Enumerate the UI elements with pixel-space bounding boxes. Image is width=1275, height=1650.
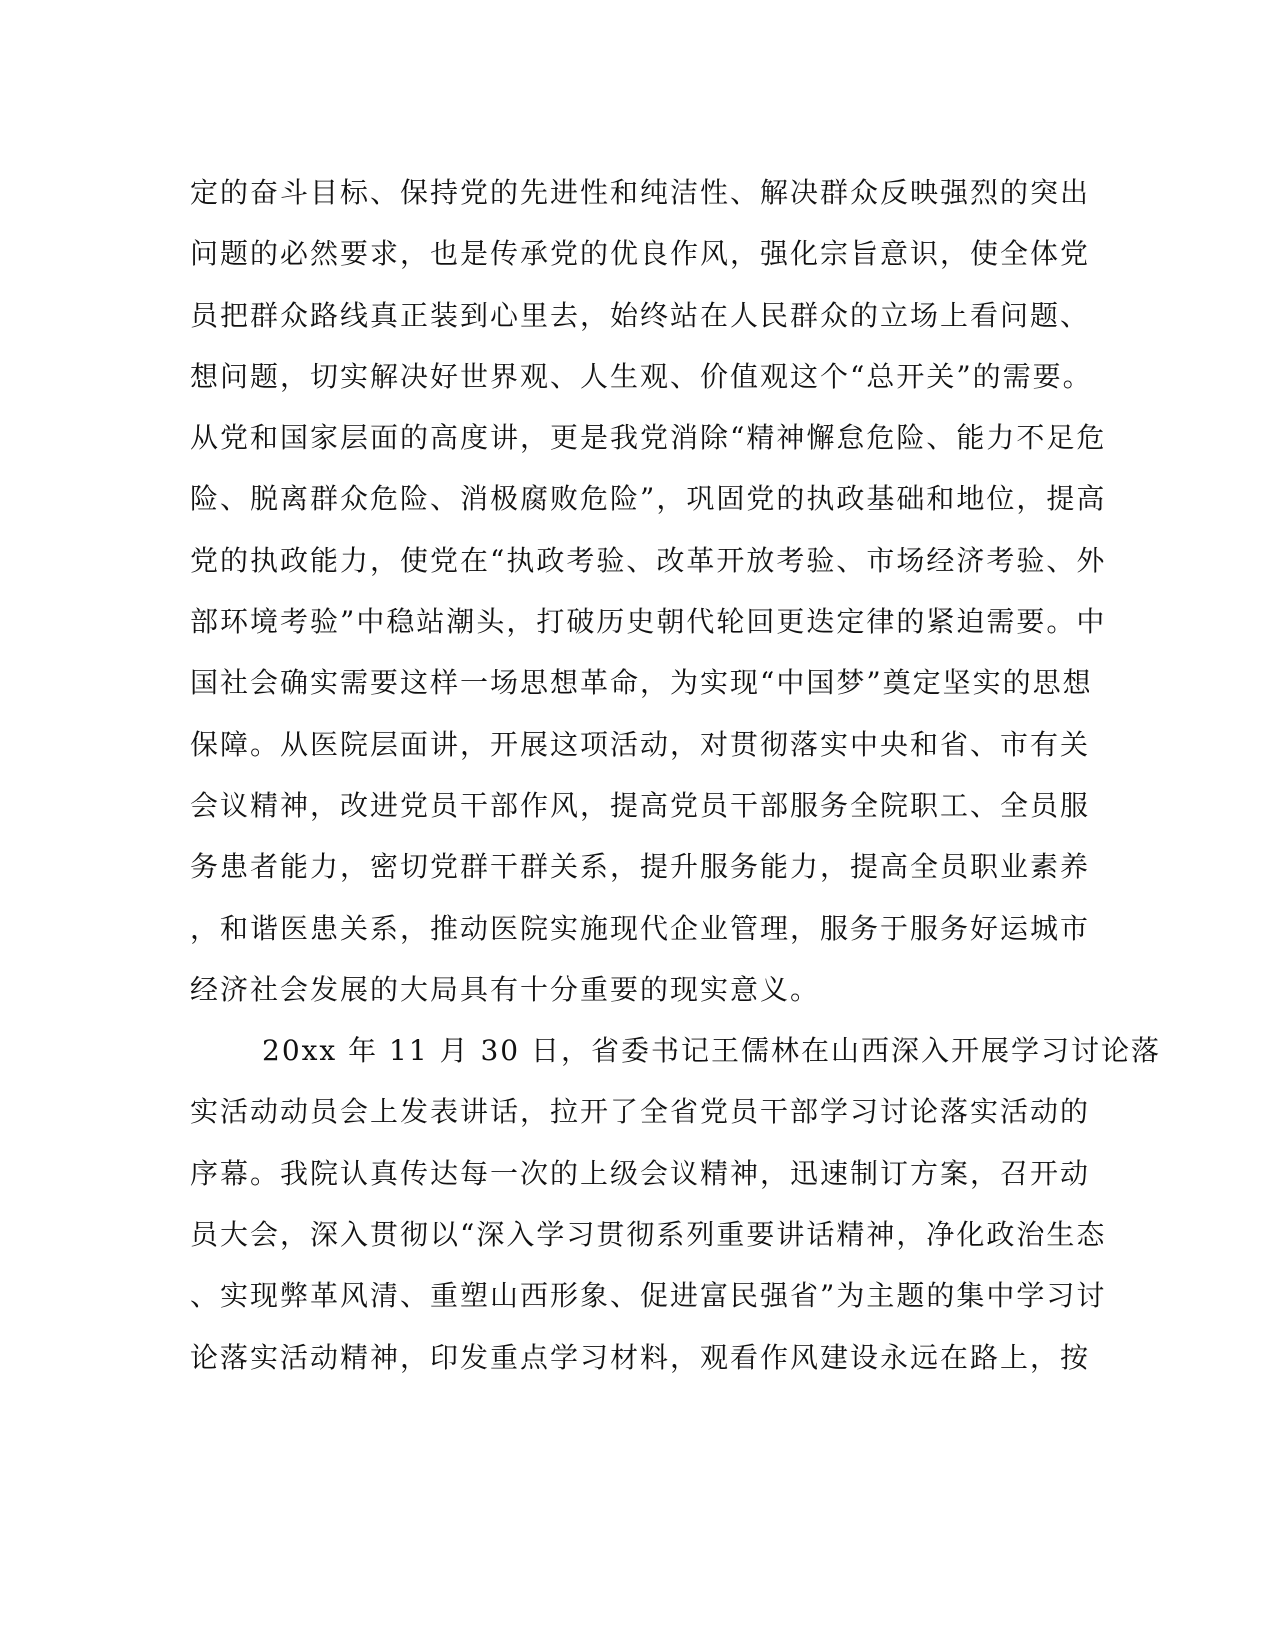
text-line: 会议精神，改进党员干部作风，提高党员干部服务全院职工、全员服 (190, 788, 1091, 822)
text-line: 想问题，切实解决好世界观、人生观、价值观这个“总开关”的需要。 (190, 359, 1093, 393)
document-body (190, 162, 1161, 1388)
text-line: 定的奋斗目标、保持党的先进性和纯洁性、解决群众反映强烈的突出 (190, 176, 1091, 209)
text-line: 党的执政能力，使党在“执政考验、改革开放考验、市场经济考验、外 (190, 543, 1107, 577)
text-line: 问题的必然要求，也是传承党的优良作风，强化宗旨意识，使全体党 (190, 237, 1091, 271)
text-line: 20xx 年 11 月 30 日，省委书记王儒林在山西深入开展学习讨论落 (262, 1034, 1161, 1068)
paragraph-1 (190, 162, 1107, 1020)
text-line: 员把群众路线真正装到心里去，始终站在人民群众的立场上看问题、 (190, 298, 1091, 332)
text-line: 务患者能力，密切党群干群关系，提升服务能力，提高全员职业素养 (190, 850, 1091, 884)
text-line: 员大会，深入贯彻以“深入学习贯彻系列重要讲话精神，净化政治生态 (190, 1218, 1107, 1252)
text-line: 经济社会发展的大局具有十分重要的现实意义。 (190, 972, 821, 1006)
text-line: 险、脱离群众危险、消极腐败危险”，巩固党的执政基础和地位，提高 (190, 482, 1107, 516)
text-line: 论落实活动精神，印发重点学习材料，观看作风建设永远在路上，按 (190, 1340, 1091, 1374)
text-line: 部环境考验”中稳站潮头，打破历史朝代轮回更迭定律的紧迫需要。中 (190, 605, 1107, 639)
text-line: 、实现弊革风清、重塑山西形象、促进富民强省”为主题的集中学习讨 (190, 1279, 1107, 1313)
text-line: ，和谐医患关系，推动医院实施现代企业管理，服务于服务好运城市 (190, 911, 1091, 945)
text-line: 实活动动员会上发表讲话，拉开了全省党员干部学习讨论落实活动的 (190, 1095, 1091, 1129)
text-line: 国社会确实需要这样一场思想革命，为实现“中国梦”奠定坚实的思想 (190, 666, 1093, 700)
paragraph-2 (190, 1020, 1161, 1388)
text-line: 保障。从医院层面讲，开展这项活动，对贯彻落实中央和省、市有关 (190, 727, 1091, 761)
text-line: 从党和国家层面的高度讲，更是我党消除“精神懈怠危险、能力不足危 (190, 421, 1107, 455)
text-line: 序幕。我院认真传达每一次的上级会议精神，迅速制订方案，召开动 (190, 1156, 1091, 1190)
